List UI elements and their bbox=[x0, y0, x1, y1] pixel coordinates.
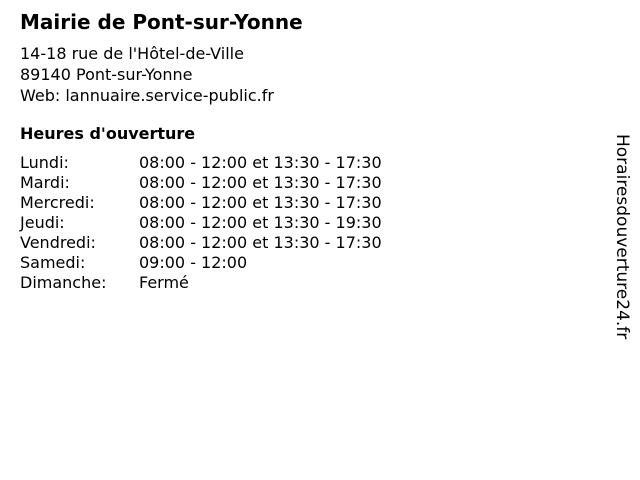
day-label: Dimanche: bbox=[20, 273, 107, 292]
hours-row-vendredi bbox=[20, 233, 382, 253]
city-postcode: 89140 Pont-sur-Yonne bbox=[20, 65, 193, 84]
page-title: Mairie de Pont-sur-Yonne bbox=[20, 10, 303, 34]
time-value: 09:00 - 12:00 bbox=[139, 253, 248, 272]
hours-row-dimanche bbox=[20, 273, 382, 293]
time-value: 08:00 - 12:00 et 13:30 - 17:30 bbox=[139, 153, 382, 172]
day-label: Samedi: bbox=[20, 253, 86, 272]
site-watermark-text: Horairesdouverture24.fr bbox=[612, 134, 632, 340]
hours-row-jeudi bbox=[20, 213, 382, 233]
time-value: 08:00 - 12:00 et 13:30 - 17:30 bbox=[139, 193, 382, 212]
time-value: 08:00 - 12:00 et 13:30 - 17:30 bbox=[139, 173, 382, 192]
time-value: Fermé bbox=[139, 273, 189, 292]
street-address: 14-18 rue de l'Hôtel-de-Ville bbox=[20, 44, 244, 63]
day-label: Mercredi: bbox=[20, 193, 95, 212]
hours-heading: Heures d'ouverture bbox=[20, 124, 196, 143]
day-label: Mardi: bbox=[20, 173, 70, 192]
hours-row-samedi bbox=[20, 253, 382, 273]
address-block bbox=[20, 43, 274, 106]
day-label: Lundi: bbox=[20, 153, 69, 172]
hours-row-mercredi bbox=[20, 193, 382, 213]
hours-table bbox=[20, 153, 382, 293]
hours-row-lundi bbox=[20, 153, 382, 173]
website-line: Web: lannuaire.service-public.fr bbox=[20, 86, 274, 105]
day-label: Jeudi: bbox=[20, 213, 65, 232]
time-value: 08:00 - 12:00 et 13:30 - 17:30 bbox=[139, 233, 382, 252]
time-value: 08:00 - 12:00 et 13:30 - 19:30 bbox=[139, 213, 382, 232]
site-watermark bbox=[612, 134, 632, 374]
hours-row-mardi bbox=[20, 173, 382, 193]
day-label: Vendredi: bbox=[20, 233, 96, 252]
